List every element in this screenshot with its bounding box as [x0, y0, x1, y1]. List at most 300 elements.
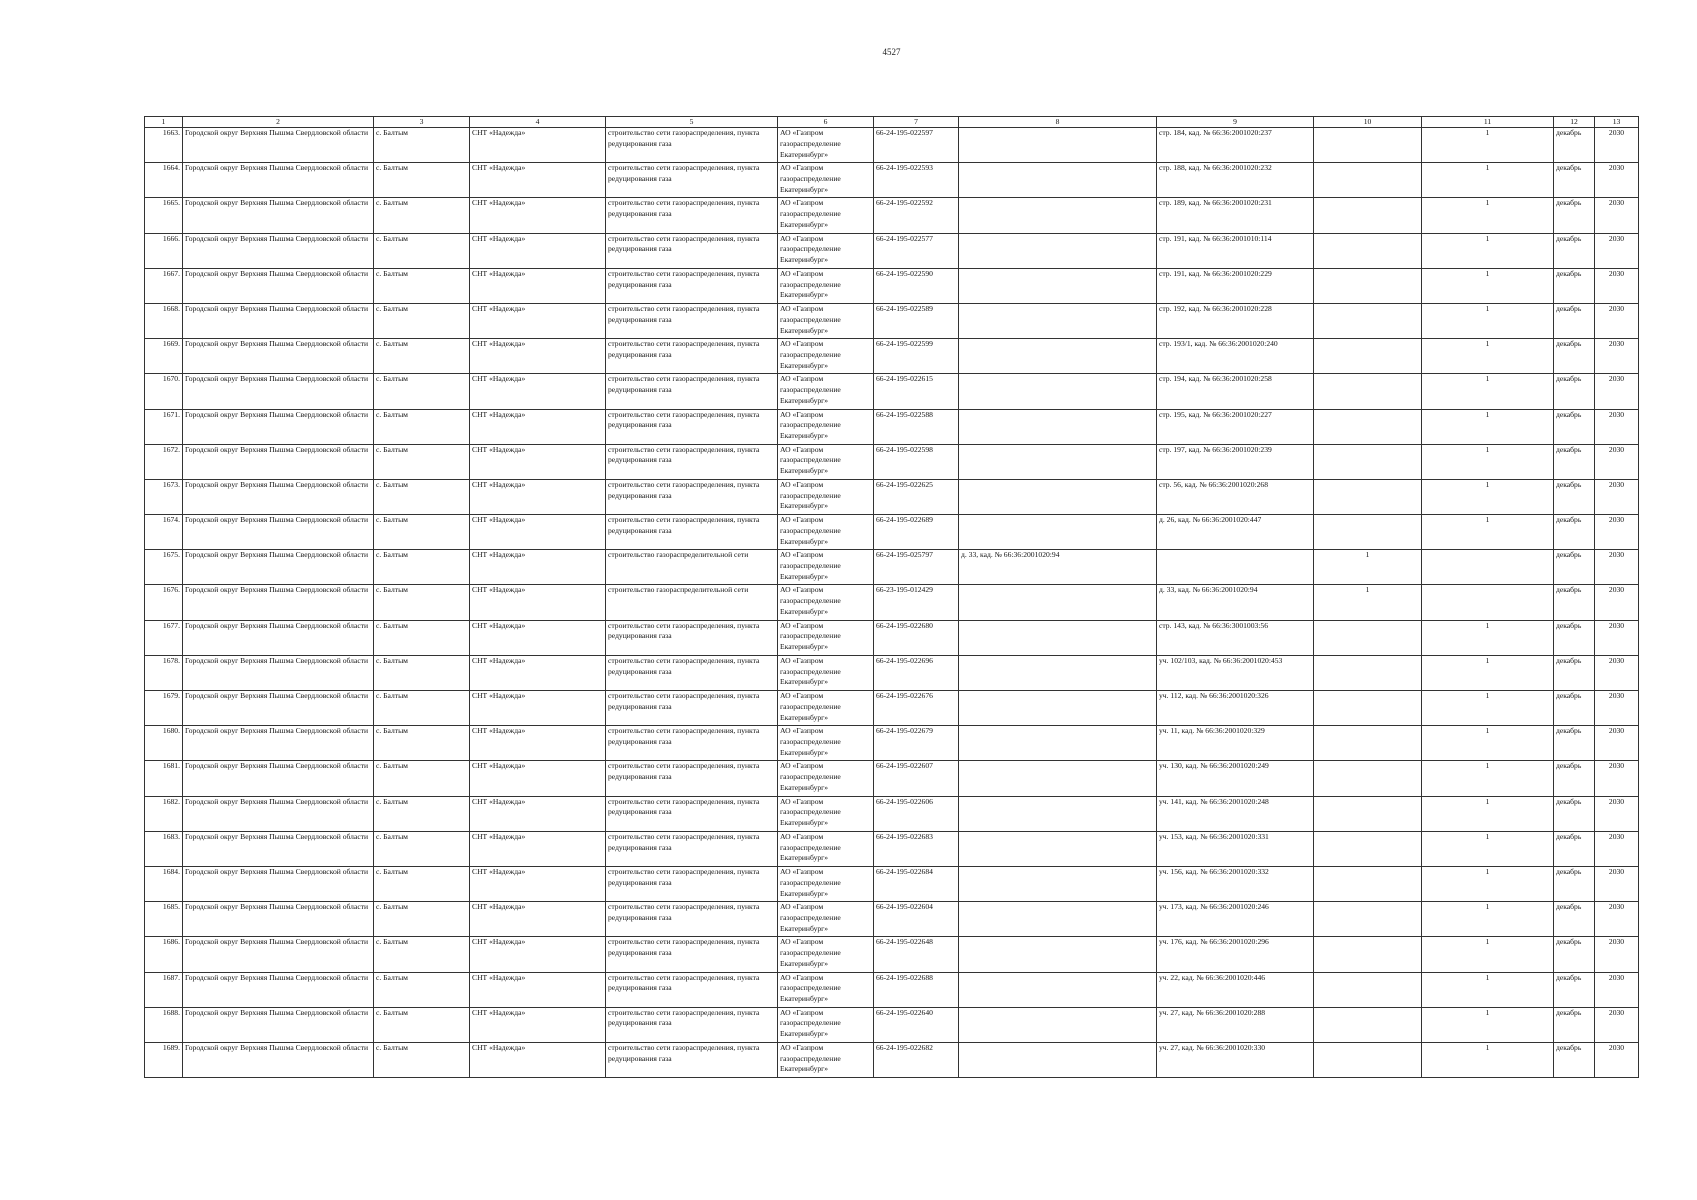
count-col11-cell: 1: [1422, 691, 1554, 726]
count-col10-cell: 1: [1314, 550, 1422, 585]
year-cell: 2030: [1595, 444, 1639, 479]
application-code-cell: 66-24-195-022684: [874, 866, 959, 901]
address-col8-cell: [959, 374, 1157, 409]
count-col10-cell: [1314, 866, 1422, 901]
settlement-cell: с. Балтым: [374, 831, 470, 866]
application-code-cell: 66-24-195-022606: [874, 796, 959, 831]
work-type-cell: строительство сети газораспределения, пункта редуцирования газа: [606, 339, 778, 374]
settlement-cell: с. Балтым: [374, 726, 470, 761]
count-col11-cell: 1: [1422, 1042, 1554, 1077]
row-number-cell: 1685.: [145, 902, 183, 937]
year-cell: 2030: [1595, 726, 1639, 761]
count-col10-cell: [1314, 655, 1422, 690]
work-type-cell: строительство сети газораспределения, пункта редуцирования газа: [606, 374, 778, 409]
year-cell: 2030: [1595, 374, 1639, 409]
district-cell: Городской округ Верхняя Пышма Свердловской области: [183, 303, 374, 338]
settlement-cell: с. Балтым: [374, 128, 470, 163]
year-cell: 2030: [1595, 163, 1639, 198]
row-number-cell: 1671.: [145, 409, 183, 444]
object-cell: СНТ «Надежда»: [470, 1007, 606, 1042]
year-cell: 2030: [1595, 620, 1639, 655]
district-cell: Городской округ Верхняя Пышма Свердловской области: [183, 339, 374, 374]
work-type-cell: строительство сети газораспределения, пункта редуцирования газа: [606, 268, 778, 303]
year-cell: 2030: [1595, 866, 1639, 901]
organization-cell: АО «Газпром газораспределение Екатеринбург»: [778, 233, 874, 268]
work-type-cell: строительство сети газораспределения, пункта редуцирования газа: [606, 1042, 778, 1077]
year-cell: 2030: [1595, 902, 1639, 937]
settlement-cell: с. Балтым: [374, 796, 470, 831]
organization-cell: АО «Газпром газораспределение Екатеринбург»: [778, 268, 874, 303]
object-cell: СНТ «Надежда»: [470, 585, 606, 620]
row-number-cell: 1663.: [145, 128, 183, 163]
settlement-cell: с. Балтым: [374, 866, 470, 901]
month-cell: декабрь: [1554, 339, 1595, 374]
column-header: 1: [145, 117, 183, 128]
row-number-cell: 1675.: [145, 550, 183, 585]
object-cell: СНТ «Надежда»: [470, 866, 606, 901]
application-code-cell: 66-24-195-022577: [874, 233, 959, 268]
page-number: 4527: [882, 47, 901, 57]
row-number-cell: 1681.: [145, 761, 183, 796]
district-cell: Городской округ Верхняя Пышма Свердловской области: [183, 515, 374, 550]
column-header: 7: [874, 117, 959, 128]
column-header: 3: [374, 117, 470, 128]
district-cell: Городской округ Верхняя Пышма Свердловской области: [183, 866, 374, 901]
application-code-cell: 66-24-195-022592: [874, 198, 959, 233]
work-type-cell: строительство сети газораспределения, пункта редуцирования газа: [606, 163, 778, 198]
object-cell: СНТ «Надежда»: [470, 972, 606, 1007]
month-cell: декабрь: [1554, 1007, 1595, 1042]
application-code-cell: 66-24-195-022679: [874, 726, 959, 761]
application-code-cell: 66-24-195-022590: [874, 268, 959, 303]
table-row: [145, 163, 1639, 198]
address-col8-cell: [959, 585, 1157, 620]
count-col11-cell: 1: [1422, 902, 1554, 937]
count-col11-cell: 1: [1422, 1007, 1554, 1042]
month-cell: декабрь: [1554, 691, 1595, 726]
application-code-cell: 66-24-195-022607: [874, 761, 959, 796]
year-cell: 2030: [1595, 1007, 1639, 1042]
registry-body: [145, 128, 1639, 1078]
application-code-cell: 66-24-195-022599: [874, 339, 959, 374]
year-cell: 2030: [1595, 303, 1639, 338]
year-cell: 2030: [1595, 831, 1639, 866]
year-cell: 2030: [1595, 691, 1639, 726]
object-cell: СНТ «Надежда»: [470, 303, 606, 338]
application-code-cell: 66-24-195-022593: [874, 163, 959, 198]
count-col10-cell: [1314, 831, 1422, 866]
address-col9-cell: стр. 197, кад. № 66:36:2001020:239: [1157, 444, 1314, 479]
table-row: [145, 444, 1639, 479]
address-col8-cell: [959, 655, 1157, 690]
address-col9-cell: уч. 141, кад. № 66:36:2001020:248: [1157, 796, 1314, 831]
organization-cell: АО «Газпром газораспределение Екатеринбург»: [778, 972, 874, 1007]
row-number-cell: 1682.: [145, 796, 183, 831]
settlement-cell: с. Балтым: [374, 620, 470, 655]
count-col10-cell: [1314, 303, 1422, 338]
object-cell: СНТ «Надежда»: [470, 902, 606, 937]
address-col8-cell: [959, 409, 1157, 444]
work-type-cell: строительство сети газораспределения, пункта редуцирования газа: [606, 761, 778, 796]
work-type-cell: строительство сети газораспределения, пункта редуцирования газа: [606, 444, 778, 479]
table-row: [145, 303, 1639, 338]
column-header: 2: [183, 117, 374, 128]
settlement-cell: с. Балтым: [374, 1042, 470, 1077]
work-type-cell: строительство сети газораспределения, пункта редуцирования газа: [606, 866, 778, 901]
object-cell: СНТ «Надежда»: [470, 1042, 606, 1077]
work-type-cell: строительство сети газораспределения, пункта редуцирования газа: [606, 409, 778, 444]
address-col8-cell: [959, 444, 1157, 479]
address-col8-cell: [959, 796, 1157, 831]
count-col10-cell: [1314, 479, 1422, 514]
settlement-cell: с. Балтым: [374, 515, 470, 550]
table-row: [145, 479, 1639, 514]
work-type-cell: строительство сети газораспределения, пункта редуцирования газа: [606, 233, 778, 268]
address-col9-cell: стр. 194, кад. № 66:36:2001020:258: [1157, 374, 1314, 409]
application-code-cell: 66-24-195-022615: [874, 374, 959, 409]
district-cell: Городской округ Верхняя Пышма Свердловской области: [183, 268, 374, 303]
address-col8-cell: [959, 128, 1157, 163]
address-col8-cell: [959, 620, 1157, 655]
row-number-cell: 1672.: [145, 444, 183, 479]
organization-cell: АО «Газпром газораспределение Екатеринбург»: [778, 761, 874, 796]
work-type-cell: строительство сети газораспределения, пункта редуцирования газа: [606, 796, 778, 831]
address-col9-cell: д. 26, кад. № 66:36:2001020:447: [1157, 515, 1314, 550]
row-number-cell: 1677.: [145, 620, 183, 655]
application-code-cell: 66-24-195-022604: [874, 902, 959, 937]
table-row: [145, 726, 1639, 761]
count-col10-cell: [1314, 972, 1422, 1007]
count-col11-cell: 1: [1422, 409, 1554, 444]
address-col8-cell: [959, 726, 1157, 761]
count-col10-cell: [1314, 726, 1422, 761]
count-col11-cell: 1: [1422, 163, 1554, 198]
address-col8-cell: [959, 972, 1157, 1007]
table-row: [145, 761, 1639, 796]
table-row: [145, 1007, 1639, 1042]
application-code-cell: 66-24-195-022688: [874, 972, 959, 1007]
count-col11-cell: [1422, 550, 1554, 585]
organization-cell: АО «Газпром газораспределение Екатеринбург»: [778, 339, 874, 374]
row-number-cell: 1666.: [145, 233, 183, 268]
district-cell: Городской округ Верхняя Пышма Свердловской области: [183, 726, 374, 761]
address-col8-cell: [959, 691, 1157, 726]
year-cell: 2030: [1595, 550, 1639, 585]
object-cell: СНТ «Надежда»: [470, 374, 606, 409]
count-col10-cell: [1314, 1007, 1422, 1042]
settlement-cell: с. Балтым: [374, 550, 470, 585]
address-col9-cell: уч. 112, кад. № 66:36:2001020:326: [1157, 691, 1314, 726]
application-code-cell: 66-24-195-022682: [874, 1042, 959, 1077]
object-cell: СНТ «Надежда»: [470, 198, 606, 233]
row-number-cell: 1676.: [145, 585, 183, 620]
month-cell: декабрь: [1554, 585, 1595, 620]
settlement-cell: с. Балтым: [374, 655, 470, 690]
count-col10-cell: [1314, 902, 1422, 937]
organization-cell: АО «Газпром газораспределение Екатеринбург»: [778, 937, 874, 972]
count-col11-cell: 1: [1422, 726, 1554, 761]
district-cell: Городской округ Верхняя Пышма Свердловской области: [183, 550, 374, 585]
month-cell: декабрь: [1554, 515, 1595, 550]
address-col9-cell: уч. 156, кад. № 66:36:2001020:332: [1157, 866, 1314, 901]
organization-cell: АО «Газпром газораспределение Екатеринбург»: [778, 620, 874, 655]
district-cell: Городской округ Верхняя Пышма Свердловской области: [183, 937, 374, 972]
month-cell: декабрь: [1554, 198, 1595, 233]
object-cell: СНТ «Надежда»: [470, 550, 606, 585]
year-cell: 2030: [1595, 796, 1639, 831]
address-col8-cell: [959, 1042, 1157, 1077]
address-col8-cell: [959, 937, 1157, 972]
month-cell: декабрь: [1554, 268, 1595, 303]
count-col11-cell: [1422, 585, 1554, 620]
object-cell: СНТ «Надежда»: [470, 339, 606, 374]
work-type-cell: строительство газораспределительной сети: [606, 585, 778, 620]
settlement-cell: с. Балтым: [374, 233, 470, 268]
address-col9-cell: уч. 22, кад. № 66:36:2001020:446: [1157, 972, 1314, 1007]
application-code-cell: 66-24-195-022598: [874, 444, 959, 479]
month-cell: декабрь: [1554, 866, 1595, 901]
count-col10-cell: [1314, 268, 1422, 303]
count-col10-cell: [1314, 796, 1422, 831]
settlement-cell: с. Балтым: [374, 409, 470, 444]
object-cell: СНТ «Надежда»: [470, 128, 606, 163]
count-col10-cell: [1314, 339, 1422, 374]
row-number-cell: 1688.: [145, 1007, 183, 1042]
settlement-cell: с. Балтым: [374, 691, 470, 726]
month-cell: декабрь: [1554, 479, 1595, 514]
object-cell: СНТ «Надежда»: [470, 479, 606, 514]
table-row: [145, 198, 1639, 233]
month-cell: декабрь: [1554, 1042, 1595, 1077]
district-cell: Городской округ Верхняя Пышма Свердловской области: [183, 1007, 374, 1042]
address-col9-cell: стр. 184, кад. № 66:36:2001020:237: [1157, 128, 1314, 163]
count-col11-cell: 1: [1422, 866, 1554, 901]
column-header: 13: [1595, 117, 1639, 128]
month-cell: декабрь: [1554, 831, 1595, 866]
organization-cell: АО «Газпром газораспределение Екатеринбург»: [778, 515, 874, 550]
organization-cell: АО «Газпром газораспределение Екатеринбург»: [778, 479, 874, 514]
application-code-cell: 66-24-195-022676: [874, 691, 959, 726]
count-col11-cell: 1: [1422, 515, 1554, 550]
object-cell: СНТ «Надежда»: [470, 831, 606, 866]
district-cell: Городской округ Верхняя Пышма Свердловской области: [183, 444, 374, 479]
settlement-cell: с. Балтым: [374, 444, 470, 479]
application-code-cell: 66-24-195-022648: [874, 937, 959, 972]
row-number-cell: 1678.: [145, 655, 183, 690]
month-cell: декабрь: [1554, 972, 1595, 1007]
count-col10-cell: [1314, 374, 1422, 409]
settlement-cell: с. Балтым: [374, 198, 470, 233]
work-type-cell: строительство сети газораспределения, пункта редуцирования газа: [606, 902, 778, 937]
month-cell: декабрь: [1554, 303, 1595, 338]
district-cell: Городской округ Верхняя Пышма Свердловской области: [183, 479, 374, 514]
settlement-cell: с. Балтым: [374, 972, 470, 1007]
settlement-cell: с. Балтым: [374, 163, 470, 198]
table-row: [145, 655, 1639, 690]
year-cell: 2030: [1595, 937, 1639, 972]
district-cell: Городской округ Верхняя Пышма Свердловской области: [183, 761, 374, 796]
count-col11-cell: 1: [1422, 268, 1554, 303]
district-cell: Городской округ Верхняя Пышма Свердловской области: [183, 902, 374, 937]
count-col10-cell: [1314, 1042, 1422, 1077]
table-row: [145, 585, 1639, 620]
work-type-cell: строительство газораспределительной сети: [606, 550, 778, 585]
count-col11-cell: 1: [1422, 374, 1554, 409]
application-code-cell: 66-24-195-022680: [874, 620, 959, 655]
address-col8-cell: [959, 831, 1157, 866]
year-cell: 2030: [1595, 972, 1639, 1007]
application-code-cell: 66-24-195-022640: [874, 1007, 959, 1042]
table-row: [145, 620, 1639, 655]
application-code-cell: 66-24-195-022689: [874, 515, 959, 550]
object-cell: СНТ «Надежда»: [470, 515, 606, 550]
column-header: 12: [1554, 117, 1595, 128]
work-type-cell: строительство сети газораспределения, пункта редуцирования газа: [606, 972, 778, 1007]
application-code-cell: 66-24-195-022683: [874, 831, 959, 866]
count-col11-cell: 1: [1422, 444, 1554, 479]
table-row: [145, 268, 1639, 303]
count-col11-cell: 1: [1422, 620, 1554, 655]
address-col9-cell: уч. 130, кад. № 66:36:2001020:249: [1157, 761, 1314, 796]
application-code-cell: 66-24-195-022597: [874, 128, 959, 163]
address-col9-cell: стр. 191, кад. № 66:36:2001020:229: [1157, 268, 1314, 303]
row-number-cell: 1668.: [145, 303, 183, 338]
column-header: 6: [778, 117, 874, 128]
table-row: [145, 374, 1639, 409]
settlement-cell: с. Балтым: [374, 479, 470, 514]
district-cell: Городской округ Верхняя Пышма Свердловской области: [183, 620, 374, 655]
address-col9-cell: стр. 56, кад. № 66:36:2001020:268: [1157, 479, 1314, 514]
column-number-row: [145, 117, 1639, 128]
table-row: [145, 866, 1639, 901]
count-col11-cell: 1: [1422, 198, 1554, 233]
year-cell: 2030: [1595, 655, 1639, 690]
application-code-cell: 66-24-195-022588: [874, 409, 959, 444]
district-cell: Городской округ Верхняя Пышма Свердловской области: [183, 831, 374, 866]
month-cell: декабрь: [1554, 655, 1595, 690]
address-col8-cell: [959, 1007, 1157, 1042]
district-cell: Городской округ Верхняя Пышма Свердловской области: [183, 796, 374, 831]
month-cell: декабрь: [1554, 902, 1595, 937]
count-col10-cell: 1: [1314, 585, 1422, 620]
address-col9-cell: д. 33, кад. № 66:36:2001020:94: [1157, 585, 1314, 620]
object-cell: СНТ «Надежда»: [470, 163, 606, 198]
count-col10-cell: [1314, 233, 1422, 268]
row-number-cell: 1680.: [145, 726, 183, 761]
address-col9-cell: стр. 189, кад. № 66:36:2001020:231: [1157, 198, 1314, 233]
table-row: [145, 972, 1639, 1007]
month-cell: декабрь: [1554, 550, 1595, 585]
address-col8-cell: [959, 163, 1157, 198]
application-code-cell: 66-24-195-025797: [874, 550, 959, 585]
address-col9-cell: стр. 143, кад. № 66:36:3001003:56: [1157, 620, 1314, 655]
count-col11-cell: 1: [1422, 479, 1554, 514]
table-row: [145, 691, 1639, 726]
organization-cell: АО «Газпром газораспределение Екатеринбург»: [778, 796, 874, 831]
year-cell: 2030: [1595, 479, 1639, 514]
settlement-cell: с. Балтым: [374, 339, 470, 374]
organization-cell: АО «Газпром газораспределение Екатеринбург»: [778, 655, 874, 690]
organization-cell: АО «Газпром газораспределение Екатеринбург»: [778, 409, 874, 444]
table-row: [145, 550, 1639, 585]
organization-cell: АО «Газпром газораспределение Екатеринбург»: [778, 831, 874, 866]
year-cell: 2030: [1595, 409, 1639, 444]
month-cell: декабрь: [1554, 937, 1595, 972]
table-row: [145, 831, 1639, 866]
settlement-cell: с. Балтым: [374, 902, 470, 937]
district-cell: Городской округ Верхняя Пышма Свердловской области: [183, 585, 374, 620]
count-col11-cell: 1: [1422, 937, 1554, 972]
address-col8-cell: д. 33, кад. № 66:36:2001020:94: [959, 550, 1157, 585]
year-cell: 2030: [1595, 761, 1639, 796]
work-type-cell: строительство сети газораспределения, пункта редуцирования газа: [606, 515, 778, 550]
organization-cell: АО «Газпром газораспределение Екатеринбург»: [778, 726, 874, 761]
count-col10-cell: [1314, 128, 1422, 163]
column-header: 11: [1422, 117, 1554, 128]
settlement-cell: с. Балтым: [374, 937, 470, 972]
address-col9-cell: уч. 27, кад. № 66:36:2001020:330: [1157, 1042, 1314, 1077]
column-header: 10: [1314, 117, 1422, 128]
district-cell: Городской округ Верхняя Пышма Свердловской области: [183, 1042, 374, 1077]
district-cell: Городской округ Верхняя Пышма Свердловской области: [183, 198, 374, 233]
district-cell: Городской округ Верхняя Пышма Свердловской области: [183, 233, 374, 268]
month-cell: декабрь: [1554, 128, 1595, 163]
address-col8-cell: [959, 515, 1157, 550]
object-cell: СНТ «Надежда»: [470, 796, 606, 831]
organization-cell: АО «Газпром газораспределение Екатеринбург»: [778, 866, 874, 901]
row-number-cell: 1665.: [145, 198, 183, 233]
address-col8-cell: [959, 233, 1157, 268]
organization-cell: АО «Газпром газораспределение Екатеринбург»: [778, 374, 874, 409]
district-cell: Городской округ Верхняя Пышма Свердловской области: [183, 691, 374, 726]
table-row: [145, 1042, 1639, 1077]
count-col10-cell: [1314, 444, 1422, 479]
district-cell: Городской округ Верхняя Пышма Свердловской области: [183, 409, 374, 444]
settlement-cell: с. Балтым: [374, 374, 470, 409]
organization-cell: АО «Газпром газораспределение Екатеринбург»: [778, 691, 874, 726]
row-number-cell: 1674.: [145, 515, 183, 550]
row-number-cell: 1669.: [145, 339, 183, 374]
address-col9-cell: уч. 27, кад. № 66:36:2001020:288: [1157, 1007, 1314, 1042]
object-cell: СНТ «Надежда»: [470, 761, 606, 796]
address-col8-cell: [959, 339, 1157, 374]
row-number-cell: 1687.: [145, 972, 183, 1007]
table-row: [145, 339, 1639, 374]
row-number-cell: 1683.: [145, 831, 183, 866]
year-cell: 2030: [1595, 268, 1639, 303]
work-type-cell: строительство сети газораспределения, пункта редуцирования газа: [606, 303, 778, 338]
organization-cell: АО «Газпром газораспределение Екатеринбург»: [778, 128, 874, 163]
row-number-cell: 1684.: [145, 866, 183, 901]
address-col8-cell: [959, 761, 1157, 796]
address-col9-cell: стр. 188, кад. № 66:36:2001020:232: [1157, 163, 1314, 198]
row-number-cell: 1689.: [145, 1042, 183, 1077]
year-cell: 2030: [1595, 1042, 1639, 1077]
application-code-cell: 66-24-195-022589: [874, 303, 959, 338]
district-cell: Городской округ Верхняя Пышма Свердловской области: [183, 374, 374, 409]
object-cell: СНТ «Надежда»: [470, 268, 606, 303]
count-col10-cell: [1314, 691, 1422, 726]
work-type-cell: строительство сети газораспределения, пункта редуцирования газа: [606, 937, 778, 972]
object-cell: СНТ «Надежда»: [470, 726, 606, 761]
application-code-cell: 66-23-195-012429: [874, 585, 959, 620]
address-col9-cell: [1157, 550, 1314, 585]
address-col8-cell: [959, 303, 1157, 338]
month-cell: декабрь: [1554, 444, 1595, 479]
address-col9-cell: уч. 153, кад. № 66:36:2001020:331: [1157, 831, 1314, 866]
address-col8-cell: [959, 479, 1157, 514]
address-col9-cell: стр. 193/1, кад. № 66:36:2001020:240: [1157, 339, 1314, 374]
